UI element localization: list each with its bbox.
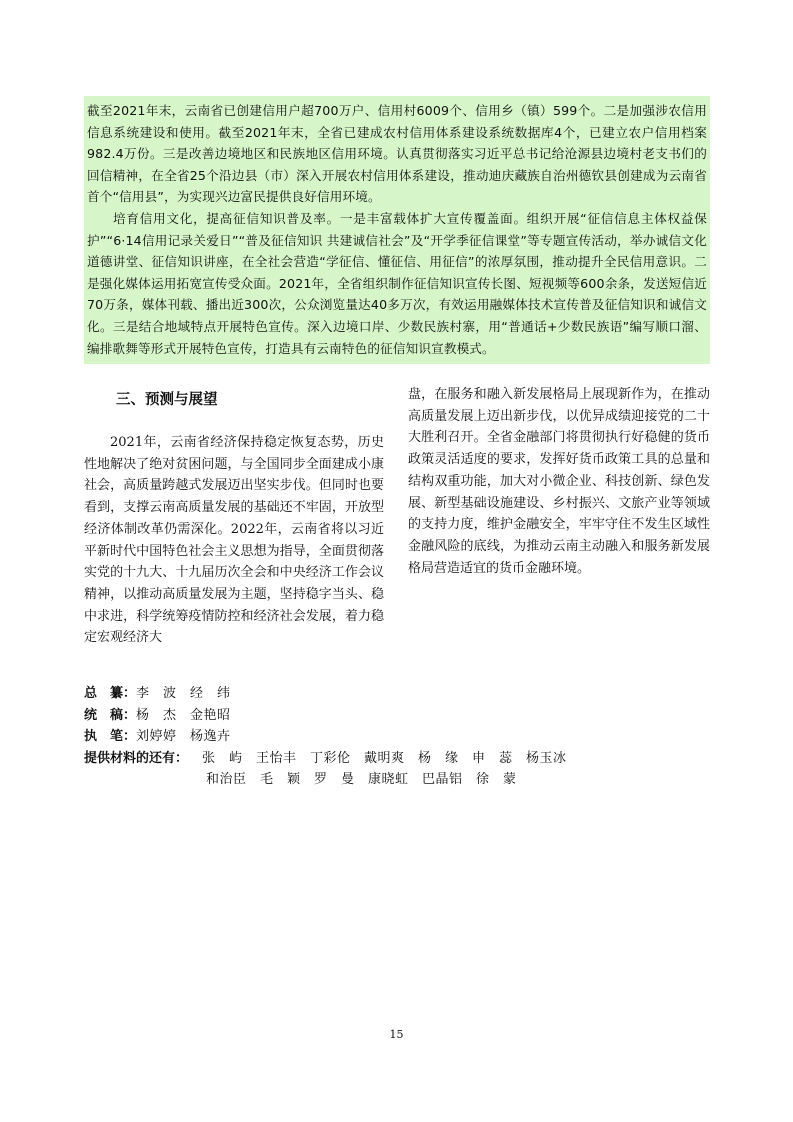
highlighted-text-box (84, 96, 710, 364)
writer-row (84, 726, 710, 748)
writer-names: 刘婷婷 杨逸卉 (136, 729, 231, 744)
contributors-names-line1: 张 屿 王怡丰 丁彩伦 戴明爽 杨 缘 申 蕊 杨玉冰 (202, 750, 567, 766)
outlook-paragraph-left: 2021年，云南省经济保持稳定恢复态势，历史性地解决了绝对贫困问题，与全国同步全面建成小康社会，高质量跨越式发展迈出坚实步伐。但同时也要看到，支撑云南高质量发展的基础还不牢固，开放型经济体制改革仍需深化。2022年，云南省将以习近平新时代中国特色社会主义思想为指导，全面贯彻落实党的十九大、十九届历次全会和中央经济工作会议精神，以推动高质量发展为主题，坚持稳字当头、稳中求进，科学统筹疫情防控和经济社会发展，着力稳定宏观经济大 (84, 435, 384, 646)
editor-row (84, 705, 710, 727)
left-column (84, 384, 384, 649)
section-heading: 三、预测与展望 (116, 392, 218, 408)
contributors-row (84, 748, 710, 770)
chief-editor-label: 总 纂： (84, 686, 137, 701)
editor-names: 杨 杰 金艳昭 (136, 707, 231, 723)
chief-editor-row (84, 683, 710, 705)
credits-block (84, 683, 710, 791)
writer-label: 执 笔： (84, 729, 137, 744)
outlook-paragraph-right: 盘，在服务和融入新发展格局上展现新作为，在推动高质量发展上迈出新步伐，以优异成绩迎接党的二十大胜利召开。全省金融部门将贯彻执行好稳健的货币政策灵活适度的要求，发挥好货币政策工具的总量和结构双重功能，加大对小微企业、科技创新、绿色发展、新型基础设施建设、乡村振兴、文旅产业等领域的支持力度，维护金融安全，牢牢守住不发生区域性金融风险的底线，为推动云南主动融入和服务新发展格局营造适宜的货币金融环境。 (408, 387, 710, 576)
chief-editor-names: 李 波 经 纬 (136, 686, 231, 701)
credit-culture-paragraph: 培育信用文化，提高征信知识普及率。一是丰富载体扩大宣传覆盖面。组织开展“征信信息主体权益保护”“6·14信用记录关爱日”“普及征信知识 共建诚信社会”及“开学季征信课堂”等专题宣传活动，举办诚信文化道德讲堂、征信知识讲座，在全社会营造“学征信、懂征信、用征信”的浓厚氛围，推动提升全民信用意识。二是强化媒体运用拓宽宣传受众面。2021年，全省组织制作征信知识宣传长图、短视频等600余条，发送短信近70万条，媒体刊载、播出近300次，公众浏览量达40多万次，有效运用融媒体技术宣传普及征信知识和诚信文化。三是结合地域特点开展特色宣传。深入边境口岸、少数民族村寨，用“普通话+少数民族语”编写顺口溜、编排歌舞等形式开展特色宣传，打造具有云南特色的征信知识宣教模式。 (87, 210, 707, 356)
right-column (408, 384, 710, 579)
contributors-names-line2: 和治臣 毛 颖 罗 曼 康晓虹 巴晶铝 徐 蒙 (206, 772, 517, 787)
credit-system-paragraph: 截至2021年末，云南省已创建信用户超700万户、信用村6009个、信用乡（镇）599个。二是加强涉农信用信息系统建设和使用。截至2021年末，全省已建成农村信用体系建设系统数据库4个，已建立农户信用档案982.4万份。三是改善边境地区和民族地区信用环境。认真贯彻落实习近平总书记给沧源县边境村老支书们的回信精神，在全省25个沿边县（市）深入开展农村信用体系建设，推动迪庆藏族自治州德钦县创建成为云南省首个“信用县”，为实现兴边富民提供良好信用环境。 (87, 103, 707, 205)
editor-label: 统 稿： (84, 707, 137, 723)
contributors-label: 提供材料的还有： (84, 750, 189, 766)
page-number: 15 (389, 1028, 404, 1041)
